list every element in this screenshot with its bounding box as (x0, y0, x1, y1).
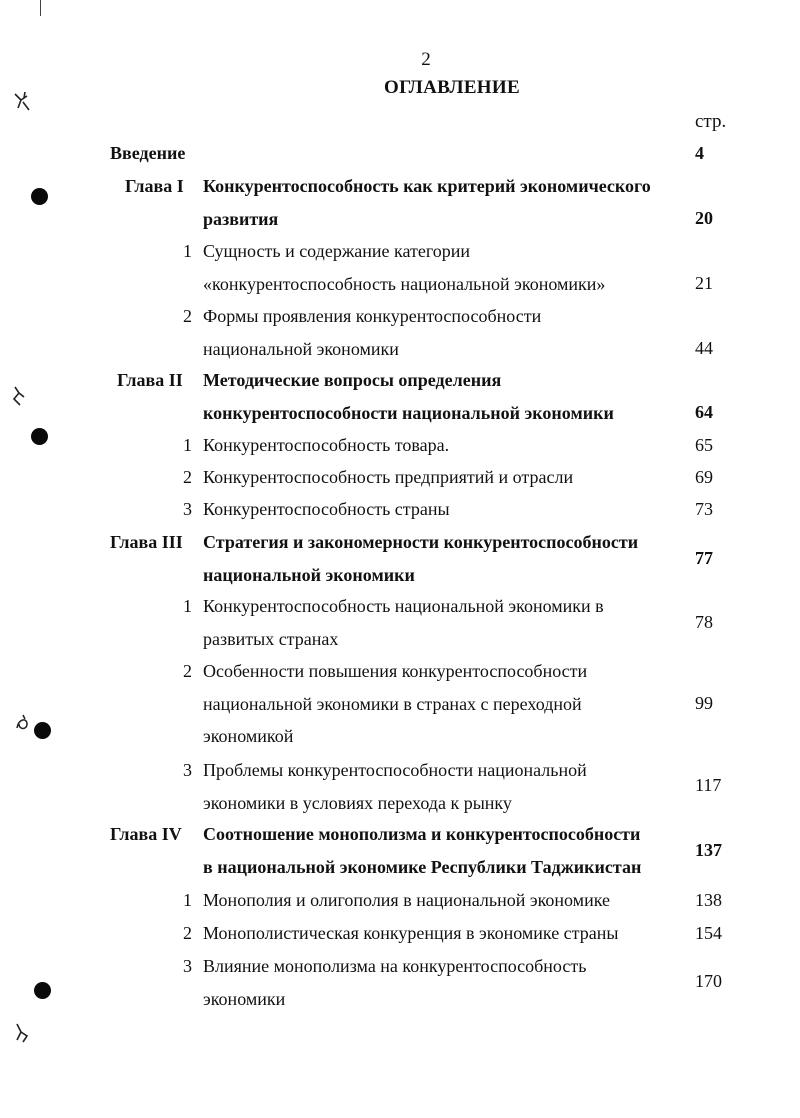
section-number: 2 (183, 923, 192, 943)
section-number: 2 (183, 306, 192, 326)
section-page: 69 (695, 467, 713, 487)
punch-hole (31, 428, 48, 445)
section-page: 117 (695, 775, 722, 795)
section-number: 2 (183, 661, 192, 681)
scan-mark (40, 0, 41, 16)
section-page: 21 (695, 273, 713, 293)
ink-smudge (9, 383, 29, 409)
section-page: 73 (695, 499, 713, 519)
section-title: Монополистическая конкуренция в экономике страны (203, 923, 619, 943)
punch-hole (31, 188, 48, 205)
chapter-page: 137 (695, 840, 722, 860)
chapter-title: Методические вопросы определения конкурентоспособности национальной экономики (203, 370, 614, 423)
chapter-label: Глава I (125, 176, 184, 196)
section-title: Сущность и содержание категории «конкурентоспособность национальной экономики» (203, 241, 606, 294)
section-page: 99 (695, 693, 713, 713)
section-page: 154 (695, 923, 722, 943)
section-number: 3 (183, 499, 192, 519)
section-page: 78 (695, 612, 713, 632)
section-page: 65 (695, 435, 713, 455)
chapter-label: Глава III (110, 532, 183, 552)
section-title: Конкурентоспособность страны (203, 499, 450, 519)
chapter-label: Глава IV (110, 824, 182, 844)
chapter-title: Конкурентоспособность как критерий экономического развития (203, 176, 651, 229)
intro-page: 4 (695, 143, 704, 163)
section-number: 3 (183, 760, 192, 780)
section-page: 44 (695, 338, 713, 358)
page-title: ОГЛАВЛЕНИЕ (384, 77, 520, 98)
chapter-page: 64 (695, 402, 713, 422)
section-number: 1 (183, 890, 192, 910)
chapter-label: Глава II (117, 370, 183, 390)
section-title: Монополия и олигополия в национальной экономике (203, 890, 610, 910)
ink-smudge (12, 1020, 32, 1046)
section-title: Особенности повышения конкурентоспособности национальной экономики в странах с переходной экономикой (203, 661, 588, 747)
section-page: 170 (695, 971, 722, 991)
section-title: Конкурентоспособность национальной экономики в развитых странах (203, 596, 604, 649)
section-number: 3 (183, 956, 192, 976)
page-column-label: стр. (695, 111, 727, 132)
chapter-page: 20 (695, 208, 713, 228)
section-page: 138 (695, 890, 722, 910)
section-number: 2 (183, 467, 192, 487)
section-title: Формы проявления конкурентоспособности национальной экономики (203, 306, 542, 359)
section-title: Проблемы конкурентоспособности национальной экономики в условиях перехода к рынку (203, 760, 587, 813)
section-title: Конкурентоспособность товара. (203, 435, 450, 455)
section-title: Влияние монополизма на конкурентоспособность экономики (203, 956, 587, 1009)
chapter-title: Соотношение монополизма и конкурентоспособности в национальной экономике Республики Таджикистан (203, 824, 642, 877)
page-number: 2 (421, 49, 431, 70)
section-number: 1 (183, 435, 192, 455)
section-number: 1 (183, 241, 192, 261)
intro-label: Введение (110, 143, 186, 163)
punch-hole (34, 982, 51, 999)
chapter-page: 77 (695, 548, 713, 568)
punch-hole (34, 722, 51, 739)
section-title: Конкурентоспособность предприятий и отрасли (203, 467, 574, 487)
ink-smudge (13, 712, 33, 734)
chapter-title: Стратегия и закономерности конкурентоспособности национальной экономики (203, 532, 639, 585)
section-number: 1 (183, 596, 192, 616)
